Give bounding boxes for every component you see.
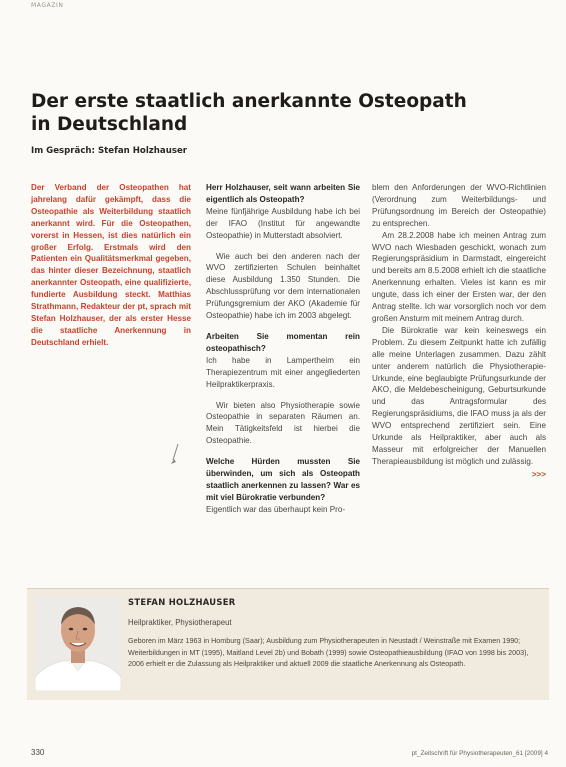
continue-marker: >>> [531,469,546,479]
title-line-1: Der erste staatlich anerkannte Osteopath [31,91,467,112]
bio-name: STEFAN HOLZHAUSER [128,597,236,607]
section-label: MAGAZIN [31,2,64,9]
article-subtitle: Im Gespräch: Stefan Holzhauser [31,146,188,156]
pencil-mark-icon [168,443,182,467]
answer-3-paragraph-3: Die Bürokratie war kein keineswegs ein Problem. Zu diesem Zeitpunkt hatte ich zufällig alle meine Unterlagen zusammen. Dazu zählt unter anderem natürlich die Physiotherapie-Urkunde, eine beglaubigte Prüfungsurkunde der AKO, die Meldebescheinigung, Geburtsurkunde und das Antragsformular des Regierungspräsidiums, die IFAO muss ja als der WVO entsprechend zertifiziert sein. Eine Urkunde als Heilpraktiker, aber auch als Masseur mit erfolgreicher der Manuellen Therapieausbildung ist möglich und zulässig. [372,325,546,466]
answer-3-continued: blem den Anforderungen der WVO-Richtlinien (Verordnung zum Weiterbildungs- und Prüfungsordnung im Bereich der Osteopathie) zu entsprechen. [372,183,546,228]
portrait-illustration [35,597,121,691]
text-column-3 [372,182,546,481]
bio-text: Geboren im März 1963 in Homburg (Saar); Ausbildung zum Physiotherapeuten in Neustadt / Weinstraße mit Examen 1990; Weiterbildungen in MT (1995), Maitland Level 2b) und Bobath (1999) sowie Osteopathieausbildung (IFAO von 1998 bis 2003), 2006 erhielt er die Zulassung als Heilpraktiker und aktuell 2009 die staatliche Anerkennung als Osteopath. [128,636,529,669]
answer-3-start: Eigentlich war das überhaupt kein Pro- [206,504,346,514]
intro-text: Der Verband der Osteopathen hat jahrelang dafür gekämpft, dass die Osteopathie als Weiterbildung staatlich anerkannt wird. Für die Osteopathen, vorerst in Hessen, ist dies natürlich ein großer Erfolg. Erstmals wird den Patienten ein Qualitätsmerkmal gegeben, das hinter dieser Bezeichnung, staatlich anerkannter Osteopath, eine qualifizierte, fundierte Ausbildung steckt. Matthias Strathmann, Redakteur der pt, sprach mit Stefan Holzhauser, der als erster Hesse die staatliche Anerkennung in Deutschland erhielt. [31,183,191,347]
answer-3-paragraph-2: Am 28.2.2008 habe ich meinen Antrag zum WVO nach Wiesbaden geschickt, wonach zum Regierungspräsidium in Darmstadt, eingereicht und bereits am 8.5.2008 erhielt ich die staatliche Anerkennung erhalten. Vieles ist kann es mir ungute, dass ich einer der Ersten war, der den Antrag stellte. Ich war vorsorglich noch vor dem großen Ansturm mit meinem Antrag durch. [372,230,546,323]
question-1: Herr Holzhauser, seit wann arbeiten Sie eigentlich als Osteopath? [206,183,360,204]
bio-box [27,588,549,700]
text-column-2 [206,182,360,516]
answer-2-paragraph-1: Ich habe in Lampertheim ein Therapiezentrum mit einer angegliederten Heilpraktikerpraxis. [206,355,360,389]
question-3: Welche Hürden mussten Sie überwinden, um sich als Osteopath staatlich anerkennen zu lassen? War es mit viel Bürokratie verbunden? [206,457,360,502]
bio-role: Heilpraktiker, Physiotherapeut [128,618,232,627]
page-number: 330 [31,748,45,757]
question-2: Arbeiten Sie momentan rein osteopathisch? [206,331,360,353]
journal-reference: pt_Zeitschrift für Physiotherapeuten_61 [2009] 4 [411,750,548,757]
article-title [31,90,501,136]
intro-column [31,182,191,349]
answer-1-paragraph-1: Meine fünfjährige Ausbildung habe ich bei der IFAO (Institut für angewandte Osteopathie) in Mutterstadt absolviert. [206,206,360,240]
title-line-2: in Deutschland [31,114,188,135]
answer-1-paragraph-2: Wie auch bei den anderen nach der WVO zertifizierten Schulen beinhaltet diese Ausbildung 1.350 Stunden. Die Abschlussprüfung vor dem internationalen Prüfungsgremium der AKO (Akademie für Osteopathie) habe ich im 2003 abgelegt. [206,251,360,321]
portrait-photo [35,597,121,691]
answer-2-paragraph-2: Wir bieten also Physiotherapie sowie Osteopathie in separaten Räumen an. Mein Tätigkeitsfeld ist hierbei die Osteopathie. [206,400,360,446]
